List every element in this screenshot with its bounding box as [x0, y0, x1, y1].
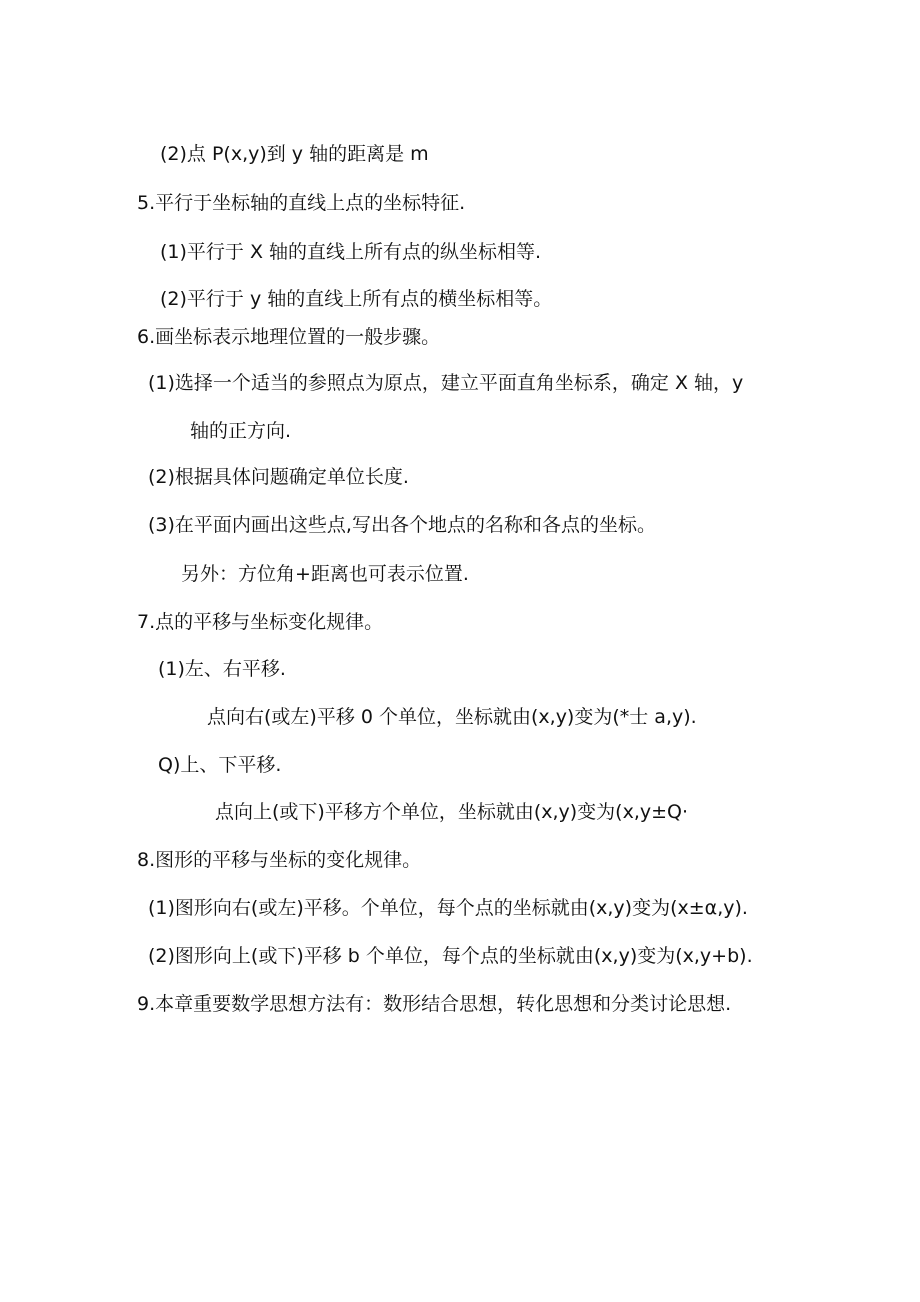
item-6-2-unit-length: (2)根据具体问题确定单位长度. [148, 466, 409, 488]
item-8-2-shape-up-down: (2)图形向上(或下)平移 b 个单位，每个点的坐标就由(x,y)变为(x,y+b). [148, 945, 753, 967]
item-4-2-distance-to-y-axis: (2)点 P(x,y)到 y 轴的距离是 m [160, 143, 429, 165]
item-7-2-up-down: Q)上、下平移. [158, 754, 282, 776]
section-6-heading: 6.画坐标表示地理位置的一般步骤。 [137, 326, 441, 348]
section-5-heading: 5.平行于坐标轴的直线上点的坐标特征. [137, 192, 466, 214]
item-6-1-choose-origin: (1)选择一个适当的参照点为原点，建立平面直角坐标系，确定 X 轴，y [148, 372, 744, 394]
item-5-1-parallel-x-axis: (1)平行于 X 轴的直线上所有点的纵坐标相等. [160, 241, 542, 263]
section-9-methods: 9.本章重要数学思想方法有：数形结合思想，转化思想和分类讨论思想. [137, 993, 732, 1015]
item-6-3-draw-points: (3)在平面内画出这些点,写出各个地点的名称和各点的坐标。 [148, 514, 656, 536]
item-6-1-continuation: 轴的正方向. [190, 420, 292, 442]
section-7-heading: 7.点的平移与坐标变化规律。 [137, 611, 384, 633]
note-bearing-distance: 另外：方位角+距离也可表示位置. [181, 563, 469, 585]
section-8-heading: 8.图形的平移与坐标的变化规律。 [137, 849, 422, 871]
item-7-2-rule: 点向上(或下)平移方个单位，坐标就由(x,y)变为(x,y±Q· [215, 801, 689, 823]
item-7-1-left-right: (1)左、右平移. [158, 658, 286, 680]
item-8-1-shape-right-left: (1)图形向右(或左)平移。个单位，每个点的坐标就由(x,y)变为(x±α,y). [148, 897, 748, 919]
item-5-2-parallel-y-axis: (2)平行于 y 轴的直线上所有点的横坐标相等。 [160, 288, 553, 310]
item-7-1-rule: 点向右(或左)平移 0 个单位，坐标就由(x,y)变为(*士 a,y). [207, 706, 697, 728]
